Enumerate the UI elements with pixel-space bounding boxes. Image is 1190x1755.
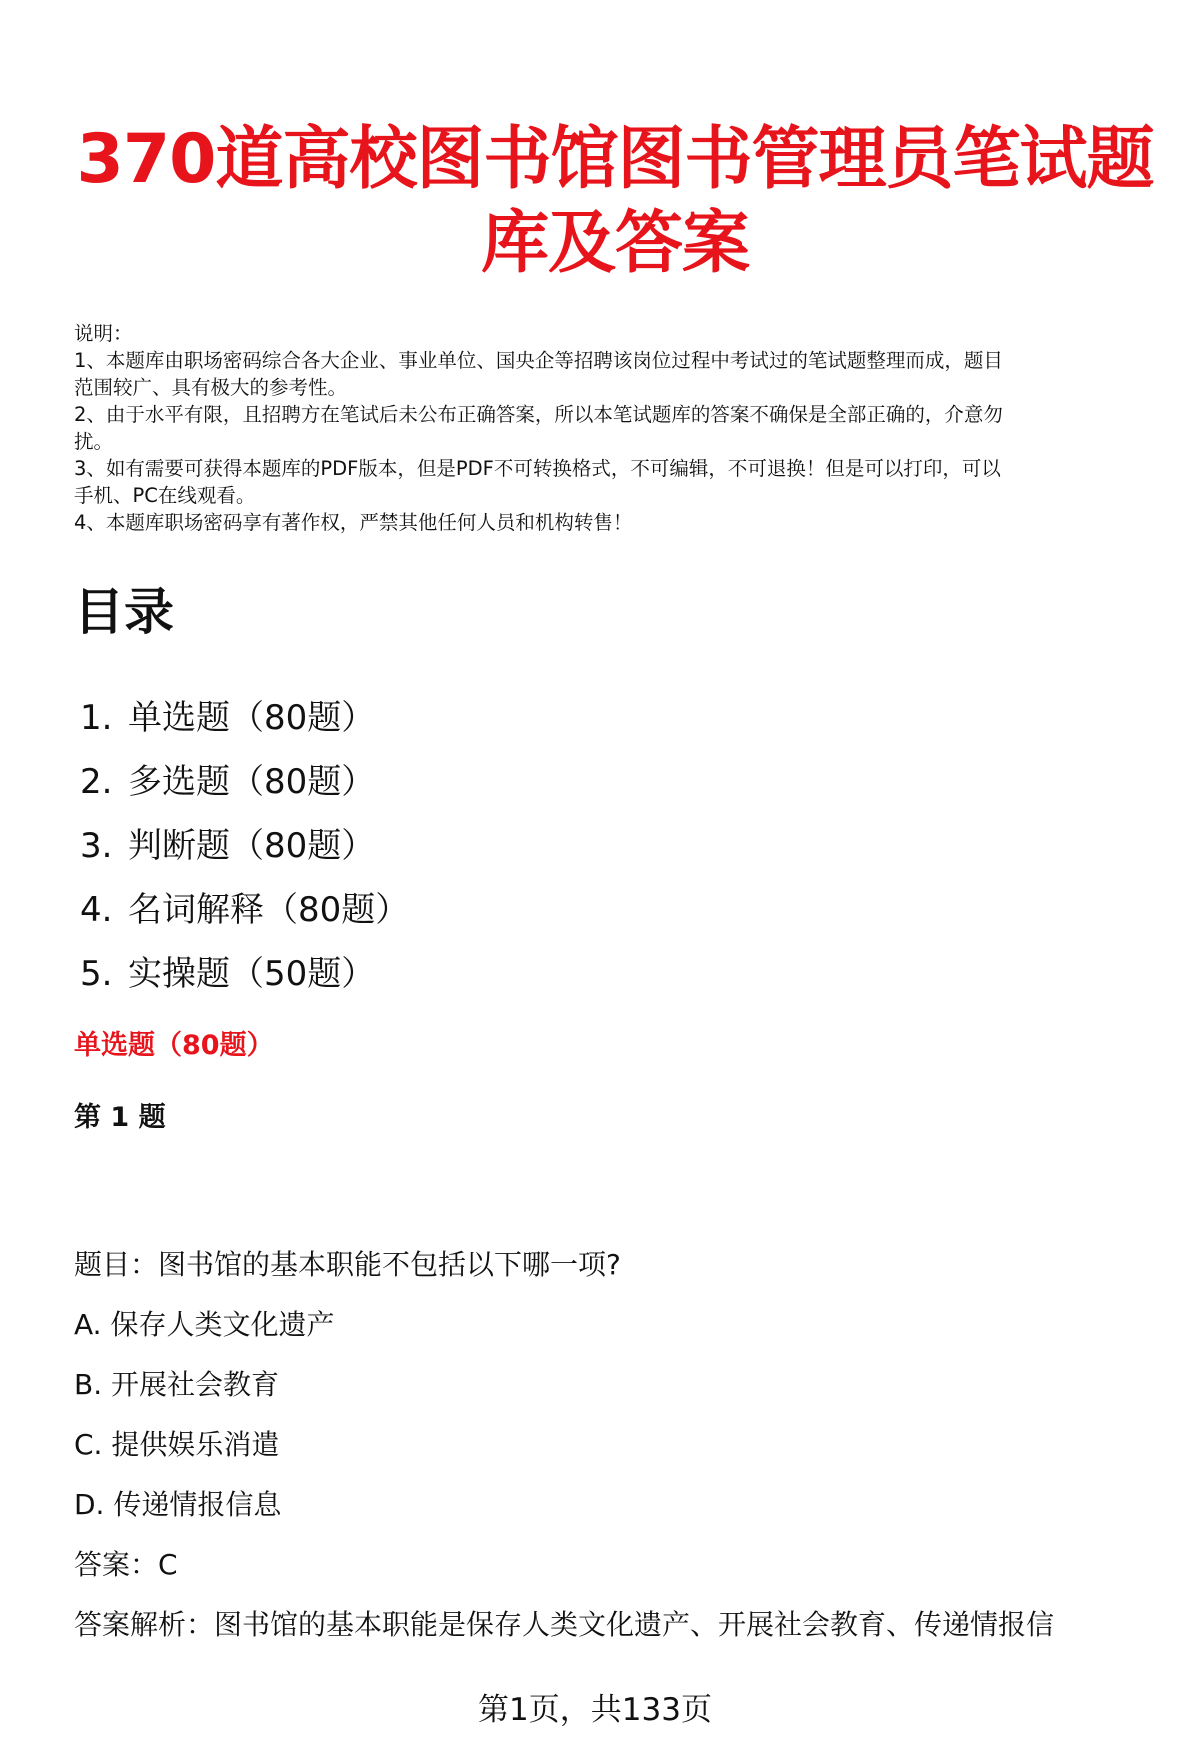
option-c: C. 提供娱乐消遣 [74, 1428, 280, 1461]
note-line: 手机、PC在线观看。 [74, 484, 256, 507]
toc-item-label: 判断题（80题） [128, 826, 376, 866]
option-a: A. 保存人类文化遗产 [74, 1308, 335, 1341]
page-footer: 第1页，共133页 [478, 1692, 712, 1728]
question-number: 第 1 题 [74, 1102, 166, 1133]
note-line: 1、本题库由职场密码综合各大企业、事业单位、国央企等招聘该岗位过程中考试过的笔试题整理而成，题目 [74, 349, 1003, 372]
notes-label: 说明： [74, 322, 133, 345]
answer-explanation: 答案解析：图书馆的基本职能是保存人类文化遗产、开展社会教育、传递情报信 [74, 1608, 1055, 1641]
document-title [60, 118, 1170, 286]
toc-item-number: 3. [80, 826, 113, 866]
note-line: 扰。 [74, 430, 114, 453]
toc-item[interactable] [80, 814, 409, 878]
option-b: B. 开展社会教育 [74, 1368, 280, 1401]
toc-item-label: 名词解释（80题） [128, 890, 410, 930]
note-line: 2、由于水平有限，且招聘方在笔试后未公布正确答案，所以本笔试题库的答案不确保是全部正确的，介意勿 [74, 403, 1003, 426]
toc-item-number: 1. [80, 698, 113, 738]
toc-item-number: 4. [80, 890, 113, 930]
answer: 答案：C [74, 1548, 178, 1581]
option-d: D. 传递情报信息 [74, 1488, 282, 1521]
toc-item[interactable] [80, 750, 409, 814]
toc-item-label: 单选题（80题） [128, 698, 376, 738]
notes-block [74, 320, 1154, 536]
toc-heading: 目录 [74, 583, 174, 641]
note-line: 范围较广、具有极大的参考性。 [74, 376, 348, 399]
title-line-2: 库及答案 [480, 204, 749, 283]
note-line: 3、如有需要可获得本题库的PDF版本，但是PDF不可转换格式，不可编辑，不可退换！但是可以打印，可以 [74, 457, 1001, 480]
title-line-1: 370道高校图书馆图书管理员笔试题 [76, 120, 1154, 199]
question-block [74, 1246, 1154, 1666]
toc-item-label: 多选题（80题） [128, 762, 376, 802]
toc-item[interactable] [80, 686, 409, 750]
toc-item[interactable] [80, 878, 409, 942]
toc-item-label: 实操题（50题） [128, 954, 376, 994]
question-stem: 题目：图书馆的基本职能不包括以下哪一项? [74, 1248, 621, 1281]
toc-list [80, 686, 409, 1006]
toc-item-number: 2. [80, 762, 113, 802]
toc-item-number: 5. [80, 954, 113, 994]
note-line: 4、本题库职场密码享有著作权，严禁其他任何人员和机构转售！ [74, 511, 633, 534]
section-heading: 单选题（80题） [74, 1030, 274, 1061]
toc-item[interactable] [80, 942, 409, 1006]
